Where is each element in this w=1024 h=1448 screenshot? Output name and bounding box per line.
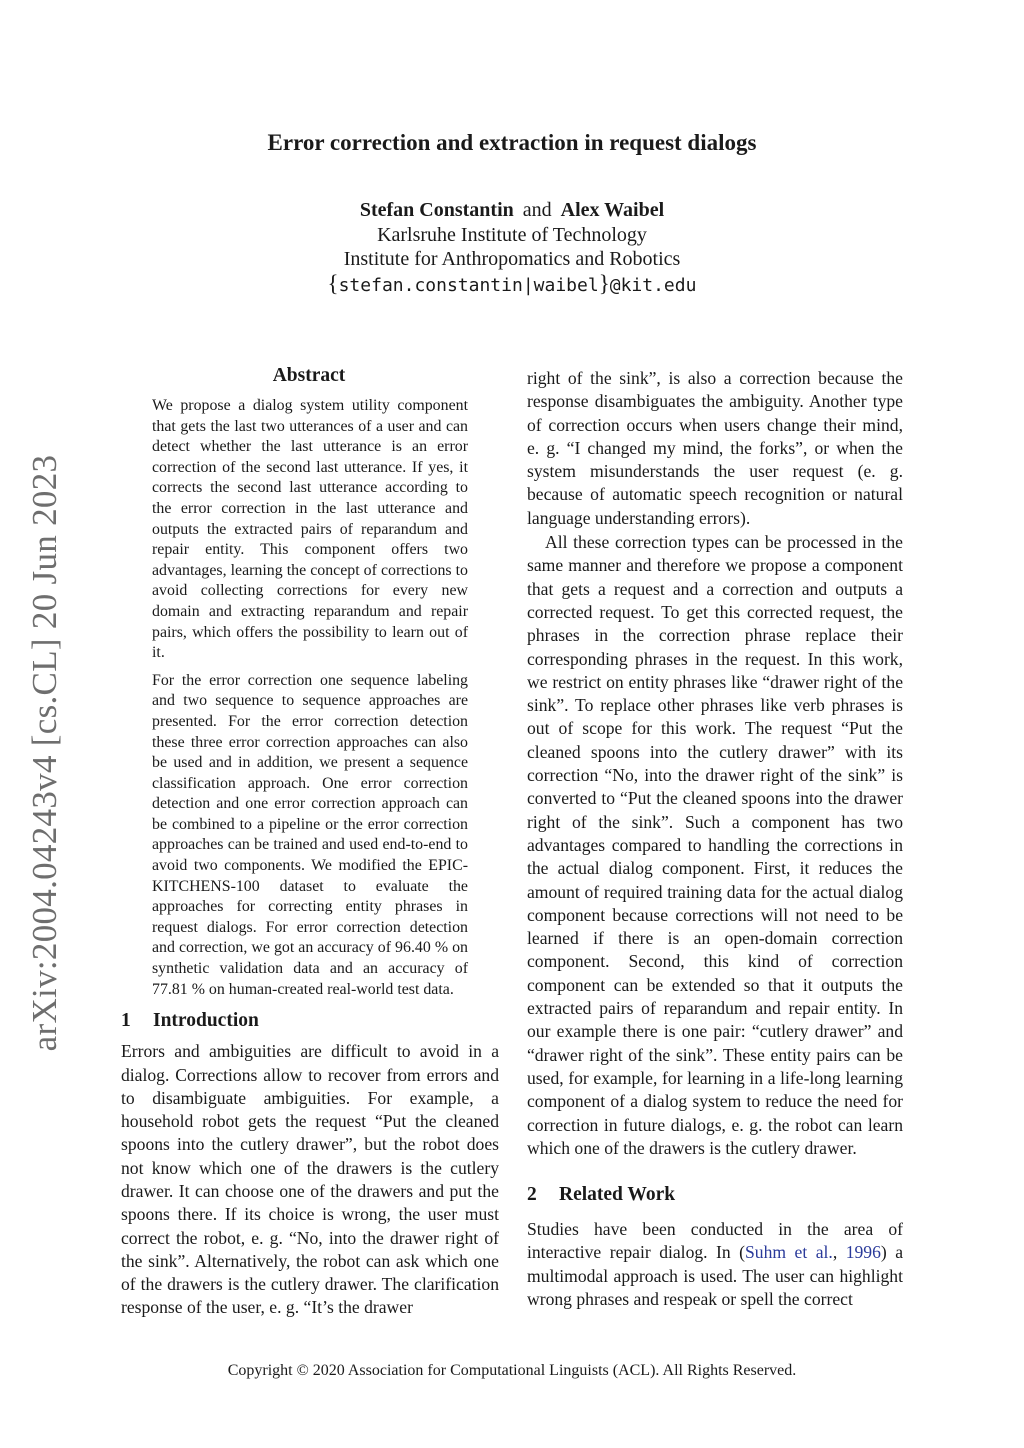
abstract-heading: Abstract xyxy=(272,365,346,386)
abstract-paragraph: For the error correction one sequence labeling and two sequence to sequence approaches are presented. For the error correction detection these three error correction approaches can also be used and in addition, we present a sequence classification approach. One error correction detection and one error correction approach can be combined to a pipeline or the error correction approaches can be trained and used end-to-end to avoid two components. We modified the EPIC-KITCHENS-100 dataset to evaluate the approaches for correcting entity phrases in request dialogs. For error correction detection and correction, we got an accuracy of 96.40 % on synthetic validation data and an accuracy of 77.81 % on human-created real-world test data. xyxy=(152,671,468,998)
abstract-body xyxy=(121,396,499,1000)
citation-separator: , xyxy=(832,1242,846,1263)
right-column xyxy=(527,367,903,1311)
body-paragraph: right of the sink”, is also a correction because the response disambiguates the ambiguity. Another type of correction occurs when users change their mind, e. g. “I changed my mind, the forks”, or when the system misunderstands the user request (e. g. because of automatic speech recognition or natural language understanding errors). xyxy=(527,368,903,528)
body-paragraph xyxy=(527,1218,903,1311)
section-heading-related-work xyxy=(527,1184,903,1206)
text-segment: ) a multimodal approach is used. The user can highlight wrong phrases and respeak or spell the correct xyxy=(527,1242,904,1309)
author-name: Alex Waibel xyxy=(560,199,665,221)
section-heading-introduction xyxy=(121,1010,499,1032)
section-number: 2 xyxy=(527,1184,537,1206)
left-column xyxy=(121,365,499,1320)
section-title: Introduction xyxy=(153,1010,259,1032)
email-brace-close: } xyxy=(598,270,610,296)
author-line xyxy=(0,198,1024,223)
paper-title: Error correction and extraction in request dialogs xyxy=(267,130,757,155)
section-title: Related Work xyxy=(559,1184,676,1206)
text-segment: Studies have been conducted in the area of interactive repair dialog. In ( xyxy=(527,1219,903,1263)
citation-author-link[interactable]: Suhm et al. xyxy=(745,1242,833,1263)
abstract-paragraph: We propose a dialog system utility component that gets the last two utterances of a user and can detect whether the last utterance is an error correction of the second last utterance. If yes, it corrects the second last utterance according to the error correction in the last utterance and outputs the extracted pairs of reparandum and repair entity. This component offers two advantages, learning the concept of corrections to avoid collecting corrections for every new domain and extracting reparandum and repair pairs, which offers the possibility to learn out of it. xyxy=(152,397,468,662)
copyright-footer: Copyright © 2020 Association for Computational Linguists (ACL). All Rights Reserved. xyxy=(227,1362,797,1379)
affiliation: Karlsruhe Institute of Technology xyxy=(377,223,647,246)
body-paragraph: Errors and ambiguities are difficult to avoid in a dialog. Corrections allow to recover from errors and to disambiguate ambiguities. For example, a household robot gets the request “Put the cleaned spoons into the cutlery drawer”, but the robot does not know which one of the drawers is the cutlery drawer. It can choose one of the drawers and put the spoons there. If its choice is wrong, the user must correct the robot, e. g. “No, into the drawer right of the sink”. Alternatively, the robot can ask which one of the drawers is the cutlery drawer. The clarification response of the user, e. g. “It’s the drawer xyxy=(121,1041,499,1318)
arxiv-identifier-stamp: arXiv:2004.04243v4 [cs.CL] 20 Jun 2023 xyxy=(25,454,64,1052)
author-name: Stefan Constantin xyxy=(359,199,514,221)
author-block xyxy=(0,198,1024,298)
email-domain: @kit.edu xyxy=(609,274,697,296)
author-conjunction: and xyxy=(522,199,552,221)
body-paragraph: All these correction types can be processed in the same manner and therefore we propose a component that gets a request and a correction and outputs a corrected request. To get this corrected request, the phrases in the correction phrase replace their corresponding phrases in the request. In this work, we restrict on entity phrases like “drawer right of the sink”. To replace other phrases like verb phrases is out of scope for this work. The request “Put the cleaned spoons into the cutlery drawer” with its correction “No, into the drawer right of the sink” is converted to “Put the cleaned spoons into the drawer right of the sink”. Such a component has two advantages compared to handling the corrections in the actual dialog component. First, it reduces the amount of required training data for the actual dialog component because corrections will not need to be learned if there is an open-domain correction component. Second, this kind of correction component can be extended so that it outputs the extracted pairs of reparandum and repair entity. In our example there is one pair: “cutlery drawer” and “drawer right of the sink”. These entity pairs can be used, for example, for learning in a life-long learning component of a dialog system to reduce the need for correction in future dialogs, e. g. the robot can learn which one of the drawers is the cutlery drawer. xyxy=(527,532,903,1158)
email-brace-open: { xyxy=(327,270,339,296)
author-email xyxy=(0,272,1024,299)
section-number: 1 xyxy=(121,1010,131,1032)
citation-year-link[interactable]: 1996 xyxy=(845,1242,881,1263)
email-users: stefan.constantin|waibel xyxy=(338,274,599,296)
affiliation: Institute for Anthropomatics and Robotics xyxy=(343,248,681,270)
